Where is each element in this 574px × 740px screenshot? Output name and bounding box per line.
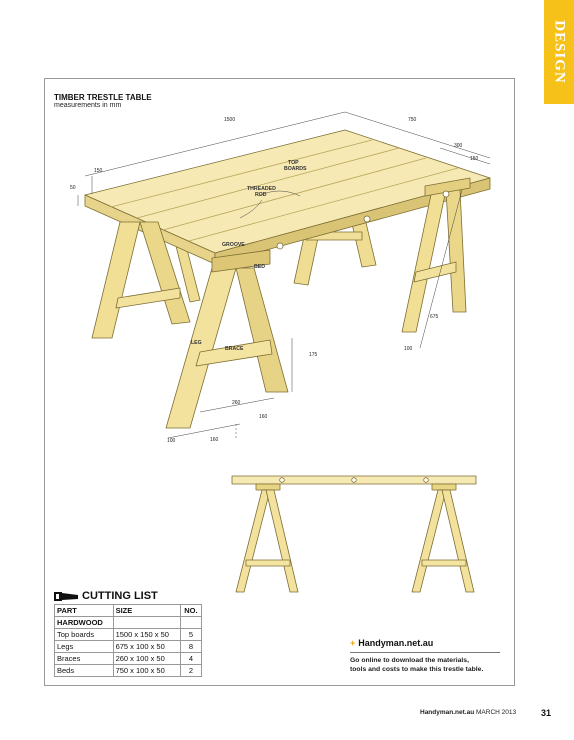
promo-text-2: tools and costs to make this trestle table. <box>350 666 484 673</box>
cutting-list-header-row <box>55 605 202 617</box>
plus-icon: + <box>350 638 356 648</box>
cell-no: 2 <box>180 665 201 677</box>
page-number: 31 <box>541 708 552 718</box>
right-leg-back <box>446 190 466 312</box>
dim-100-right: 100 <box>404 346 413 352</box>
cell-part: Legs <box>55 641 114 653</box>
dim-175: 175 <box>309 352 318 358</box>
cell-part: Beds <box>55 665 114 677</box>
cell-no: 5 <box>180 629 201 641</box>
page-footer <box>420 709 516 716</box>
table-row <box>55 641 202 653</box>
dim-160-a: 160 <box>259 414 268 420</box>
saw-icon <box>54 592 78 601</box>
label-brace: BRACE <box>225 346 244 352</box>
label-top-boards-2: BOARDS <box>284 166 307 172</box>
table-row <box>55 665 202 677</box>
cell-size: 1500 x 150 x 50 <box>113 629 180 641</box>
footer-site: Handyman.net.au <box>420 709 475 716</box>
label-groove: GROOVE <box>222 242 245 248</box>
dim-150-right: 150 <box>470 156 479 162</box>
table-row <box>55 653 202 665</box>
dim-260: 260 <box>232 400 241 406</box>
cell-size: 750 x 100 x 50 <box>113 665 180 677</box>
cell-no: 4 <box>180 653 201 665</box>
promo-site-label: Handyman.net.au <box>358 638 434 648</box>
col-size: SIZE <box>113 605 180 617</box>
dim-width: 750 <box>408 117 417 123</box>
promo-divider <box>350 652 500 653</box>
cutting-list-group-row <box>55 617 202 629</box>
label-top-boards-1: TOP <box>288 160 299 166</box>
dim-length: 1500 <box>224 117 236 123</box>
footer-issue: MARCH 2013 <box>476 709 517 716</box>
cell-part: Top boards <box>55 629 114 641</box>
cutting-list-heading <box>54 590 202 604</box>
label-bed: BED <box>254 264 265 270</box>
cutting-list-table <box>54 604 202 677</box>
table-row <box>55 629 202 641</box>
section-tab-label: DESIGN <box>551 20 568 84</box>
cell-part: Braces <box>55 653 114 665</box>
front-leg-b <box>236 268 288 392</box>
promo-site-link[interactable] <box>350 638 500 648</box>
group-hardwood: HARDWOOD <box>55 617 114 629</box>
dim-300: 300 <box>454 143 463 149</box>
cell-size: 675 x 100 x 50 <box>113 641 180 653</box>
col-no: NO. <box>180 605 201 617</box>
dim-675: 675 <box>430 314 439 320</box>
online-promo <box>350 638 500 674</box>
cell-no: 8 <box>180 641 201 653</box>
label-threaded-rod-1: THREADED <box>247 186 276 192</box>
dim-50: 50 <box>70 185 76 191</box>
dim-160-b: 160 <box>210 437 219 443</box>
cell-size: 260 x 100 x 50 <box>113 653 180 665</box>
promo-text-1: Go online to download the materials, <box>350 657 469 664</box>
label-threaded-rod-2: ROD <box>255 192 267 198</box>
dim-150-left: 150 <box>94 168 103 174</box>
dim-100-bottom: 100 <box>167 438 176 444</box>
diagram-title: TIMBER TRESTLE TABLE <box>54 93 152 102</box>
diagram-subtitle: measurements in mm <box>54 102 122 109</box>
side-elevation <box>232 476 476 592</box>
cutting-list-title: CUTTING LIST <box>82 590 158 602</box>
label-leg: LEG <box>191 340 202 346</box>
left-leg-a <box>92 222 140 338</box>
col-part: PART <box>55 605 114 617</box>
